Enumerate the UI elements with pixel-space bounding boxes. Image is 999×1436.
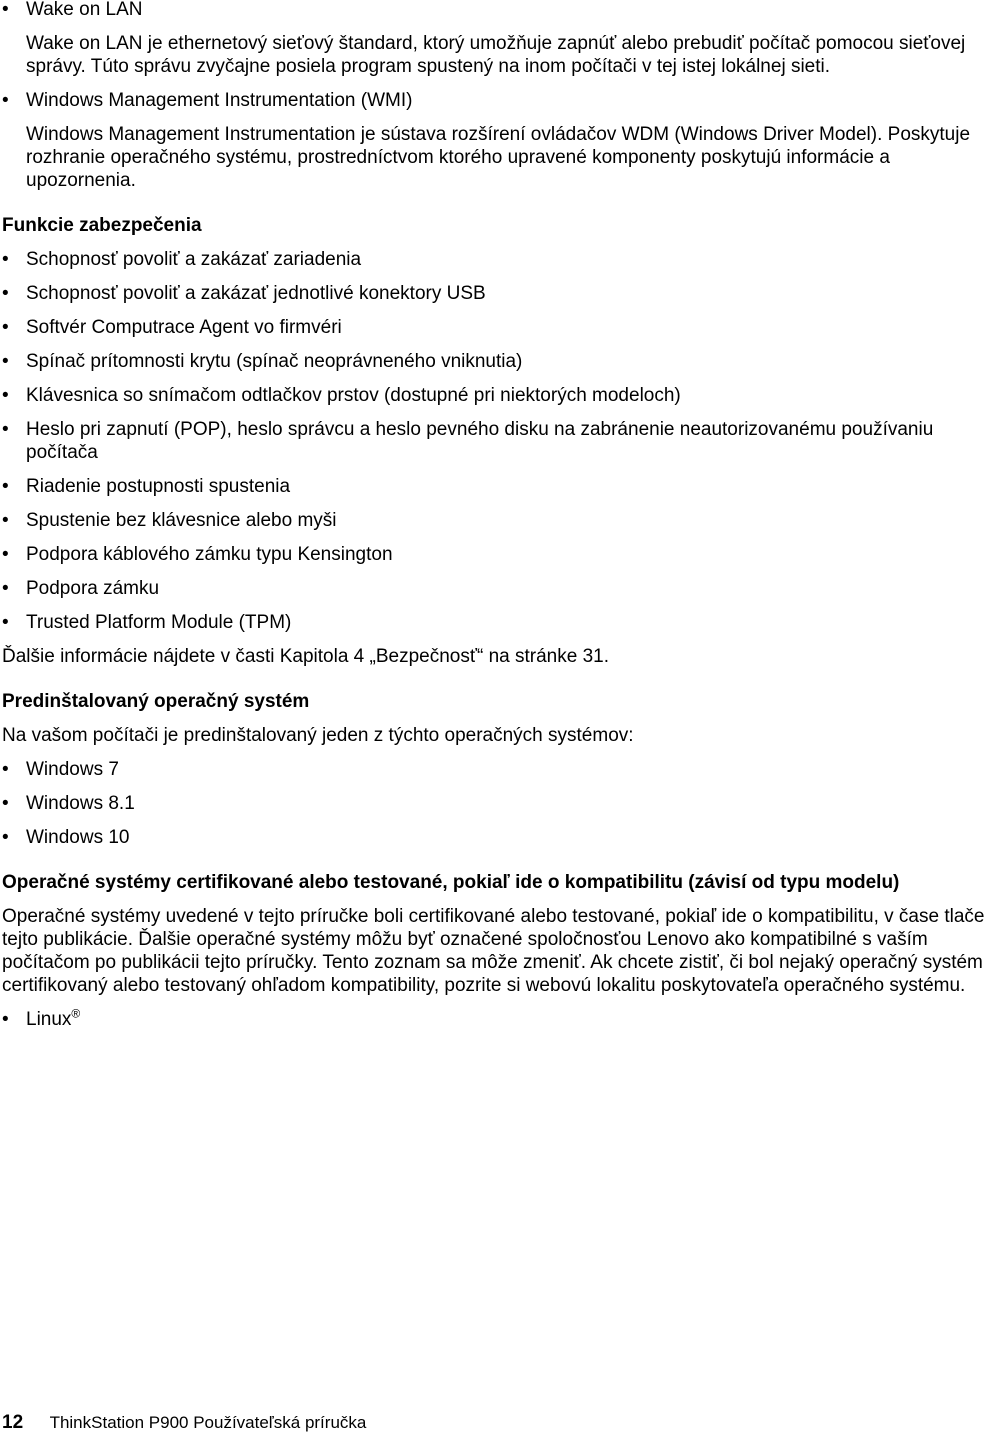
list-item: • Windows 7: [2, 758, 994, 781]
list-item: • Spínač prítomnosti krytu (spínač neoprávneného vniknutia): [2, 350, 994, 373]
security-list: [2, 248, 994, 634]
preinstalled-os-heading: Predinštalovaný operačný systém: [2, 691, 310, 712]
page-number: 12: [2, 1412, 24, 1433]
list-item: • Podpora káblového zámku typu Kensington: [2, 543, 994, 566]
list-item: • Windows 10: [2, 826, 994, 849]
list-item: • Softvér Computrace Agent vo firmvéri: [2, 316, 994, 339]
list-item: • Schopnosť povoliť a zakázať zariadenia: [2, 248, 994, 271]
list-item: • Heslo pri zapnutí (POP), heslo správcu a heslo pevného disku na zabránenie neautorizovanému používaniu počítača: [2, 418, 994, 464]
list-item: • Klávesnica so snímačom odtlačkov prstov (dostupné pri niektorých modeloch): [2, 384, 994, 407]
page-content: [2, 0, 994, 1042]
wake-on-lan-description: Wake on LAN je ethernetový sieťový štandard, ktorý umožňuje zapnúť alebo prebudiť počítač pomocou sieťovej správy. Túto správu zvyčajne posiela program spustený na inom počítači v tej istej lokálnej sieti.: [26, 33, 966, 77]
page-footer: [2, 1413, 366, 1433]
list-item: • Spustenie bez klávesnice alebo myši: [2, 509, 994, 532]
certified-os-paragraph: Operačné systémy uvedené v tejto príručke boli certifikované alebo testované, pokiaľ ide o kompatibilitu, v čase tlače tejto publikácie. Ďalšie operačné systémy môžu byť označené spoločnosťou Lenovo ako kompatibilné s vaším počítačom po publikácii tejto príručky. Tento zoznam sa môže zmeniť. Ak chcete zistiť, či bol nejaký operačný systém certifikovaný alebo testovaný ohľadom kompatibility, pozrite si webovú lokalitu poskytovateľa operačného systému.: [2, 906, 985, 996]
certified-os-heading: Operačné systémy certifikované alebo testované, pokiaľ ide o kompatibilitu (závisí od typu modelu): [2, 872, 900, 893]
security-heading: Funkcie zabezpečenia: [2, 215, 202, 236]
list-item: • Podpora zámku: [2, 577, 994, 600]
list-item: • Windows 8.1: [2, 792, 994, 815]
list-item-wake-on-lan: • Wake on LAN: [2, 0, 994, 21]
preinstalled-os-intro: Na vašom počítači je predinštalovaný jeden z týchto operačných systémov:: [2, 725, 634, 746]
list-item: • Riadenie postupnosti spustenia: [2, 475, 994, 498]
list-item: • Schopnosť povoliť a zakázať jednotlivé konektory USB: [2, 282, 994, 305]
security-more-info: Ďalšie informácie nájdete v časti Kapitola 4 „Bezpečnosť“ na stránke 31.: [2, 646, 609, 667]
list-item-linux: [2, 1008, 994, 1031]
list-item-wmi: • Windows Management Instrumentation (WMI): [2, 89, 994, 112]
preinstalled-os-list: [2, 758, 994, 849]
list-item: • Trusted Platform Module (TPM): [2, 611, 994, 634]
footer-title: ThinkStation P900 Používateľská príručka: [49, 1413, 367, 1432]
registered-mark: ®: [71, 1006, 81, 1021]
linux-label: Linux: [26, 1009, 72, 1030]
wmi-description: Windows Management Instrumentation je sústava rozšírení ovládačov WDM (Windows Driver Model). Poskytuje rozhranie operačného systému, prostredníctvom ktorého upravené komponenty poskytujú informácie a upozornenia.: [26, 124, 971, 191]
